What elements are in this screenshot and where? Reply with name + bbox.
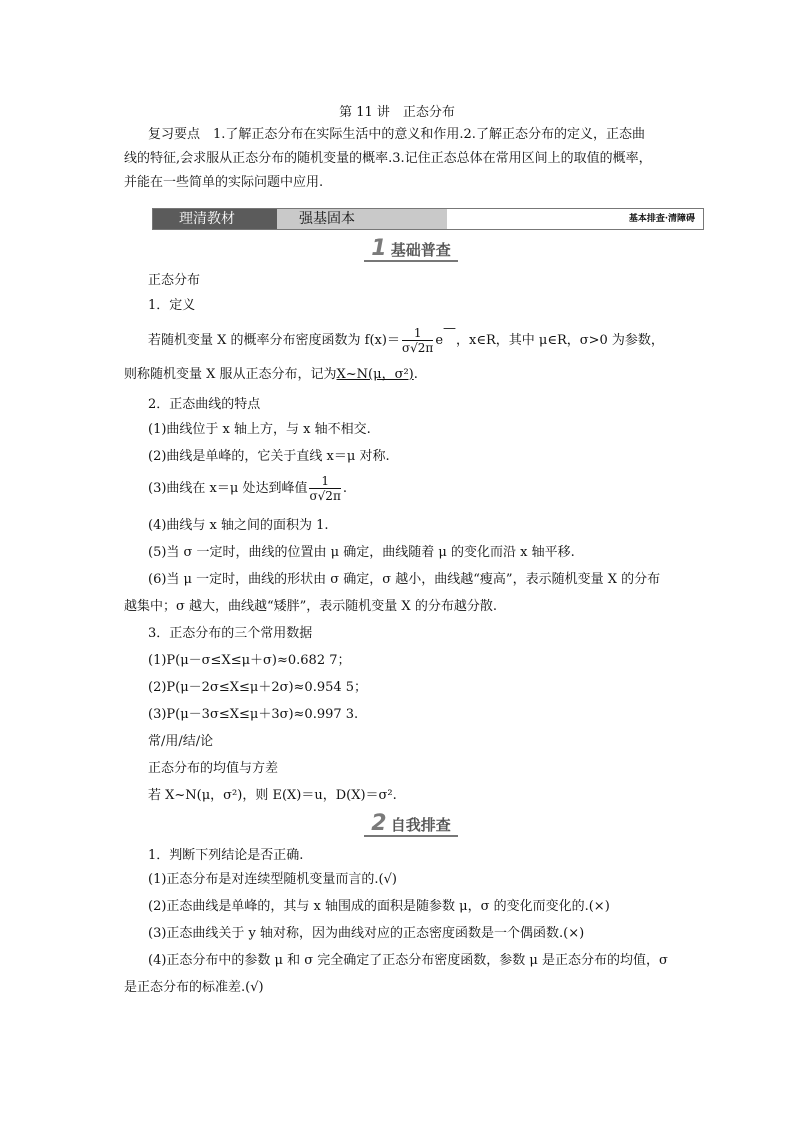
section-1-number: 1 [371,236,387,261]
curve-feature-5: (5)当 σ 一定时，曲线的位置由 μ 确定，曲线随着 μ 的变化而沿 x 轴平移. [148,545,575,560]
peak-fraction-numerator: 1 [309,474,340,489]
banner-right-label: 基本排查·清障碍 [628,214,695,224]
definition-line-2-b: . [413,367,418,382]
definition-fraction-numerator: 1 [402,326,433,341]
section-2-text: 自我排查 [390,816,451,834]
definition-line-2 [124,366,418,384]
heading-normal-distribution: 正态分布 [148,273,201,288]
question-3: (3)正态曲线关于 y 轴对称，因为曲线对应的正态密度函数是一个偶函数.(×) [148,926,585,941]
definition-notation: X~N(μ，σ²) [336,367,414,382]
curve-feature-3-text: (3)曲线在 x＝μ 处达到峰值 [148,481,308,496]
curve-feature-2: (2)曲线是单峰的，它关于直线 x＝μ 对称. [148,449,390,464]
curve-feature-6-line-2: 越集中；σ 越大，曲线越“矮胖”，表示随机变量 X 的分布越分散. [124,599,497,614]
heading-common-data: 3．正态分布的三个常用数据 [148,626,313,641]
banner-dark-label: 理清教材 [153,209,277,229]
definition-line-1 [148,321,664,355]
definition-line-2-a: 则称随机变量 X 服从正态分布，记为 [124,367,337,382]
mean-variance-line: 若 X~N(μ，σ²)，则 E(X)＝u，D(X)＝σ². [148,788,397,803]
review-line-3: 并能在一些简单的实际问题中应用. [124,175,324,190]
question-2: (2)正态曲线是单峰的，其与 x 轴围成的面积是随参数 μ，σ 的变化而变化的.(×) [148,899,610,914]
section-2-heading [364,811,458,835]
lesson-title: 第 11 讲 正态分布 [339,105,455,120]
definition-text-b: ，x∈R，其中 μ∈R，σ>0 为参数， [456,333,664,348]
question-heading: 1．判断下列结论是否正确. [148,848,304,863]
peak-fraction [309,474,340,503]
common-data-1: (1)P(μ－σ≤X≤μ＋σ)≈0.682 7； [148,653,351,668]
banner-light-label: 强基固本 [277,209,447,229]
heading-definition: 1．定义 [148,298,196,313]
heading-common-conclusion: 常/用/结/论 [148,734,214,749]
definition-fraction-denominator: σ√2π [401,341,434,355]
curve-feature-3-end: . [342,481,347,496]
definition-exp-e: e [435,333,444,348]
common-data-2: (2)P(μ－2σ≤X≤μ＋2σ)≈0.954 5； [148,680,368,695]
definition-text-a: 若随机变量 X 的概率分布密度函数为 f(x)＝ [148,333,400,348]
section-banner [152,208,704,230]
curve-feature-6-line-1: (6)当 μ 一定时，曲线的形状由 σ 确定，σ 越小，曲线越“瘦高”，表示随机变量 X 的分布 [148,572,661,587]
curve-feature-1: (1)曲线位于 x 轴上方，与 x 轴不相交. [148,422,371,437]
section-1-heading [364,236,458,260]
section-1-text: 基础普查 [390,241,451,259]
question-1: (1)正态分布是对连续型随机变量而言的.(√) [148,872,397,887]
section-2-underline [364,835,458,837]
heading-curve-features: 2．正态曲线的特点 [148,397,261,412]
definition-fraction [402,326,433,355]
review-line-1: 复习要点 1.了解正态分布在实际生活中的意义和作用.2.了解正态分布的定义，正态曲 [148,127,645,142]
common-data-3: (3)P(μ－3σ≤X≤μ＋3σ)≈0.997 3. [148,707,359,722]
heading-mean-variance: 正态分布的均值与方差 [148,761,279,776]
review-line-2: 线的特征,会求服从正态分布的随机变量的概率.3.记住正态总体在常用区间上的取值的概率， [124,151,652,166]
section-1-underline [364,260,458,262]
question-4-line-1: (4)正态分布中的参数 μ 和 σ 完全确定了正态分布密度函数，参数 μ 是正态分布的均值，σ [148,953,668,968]
curve-feature-4: (4)曲线与 x 轴之间的面积为 1. [148,518,329,533]
curve-feature-3 [148,474,347,503]
peak-fraction-denominator: σ√2π [309,489,341,503]
exponent-dash: — [443,321,457,336]
question-4-line-2: 是正态分布的标准差.(√) [124,980,264,995]
section-2-number: 2 [371,811,387,836]
